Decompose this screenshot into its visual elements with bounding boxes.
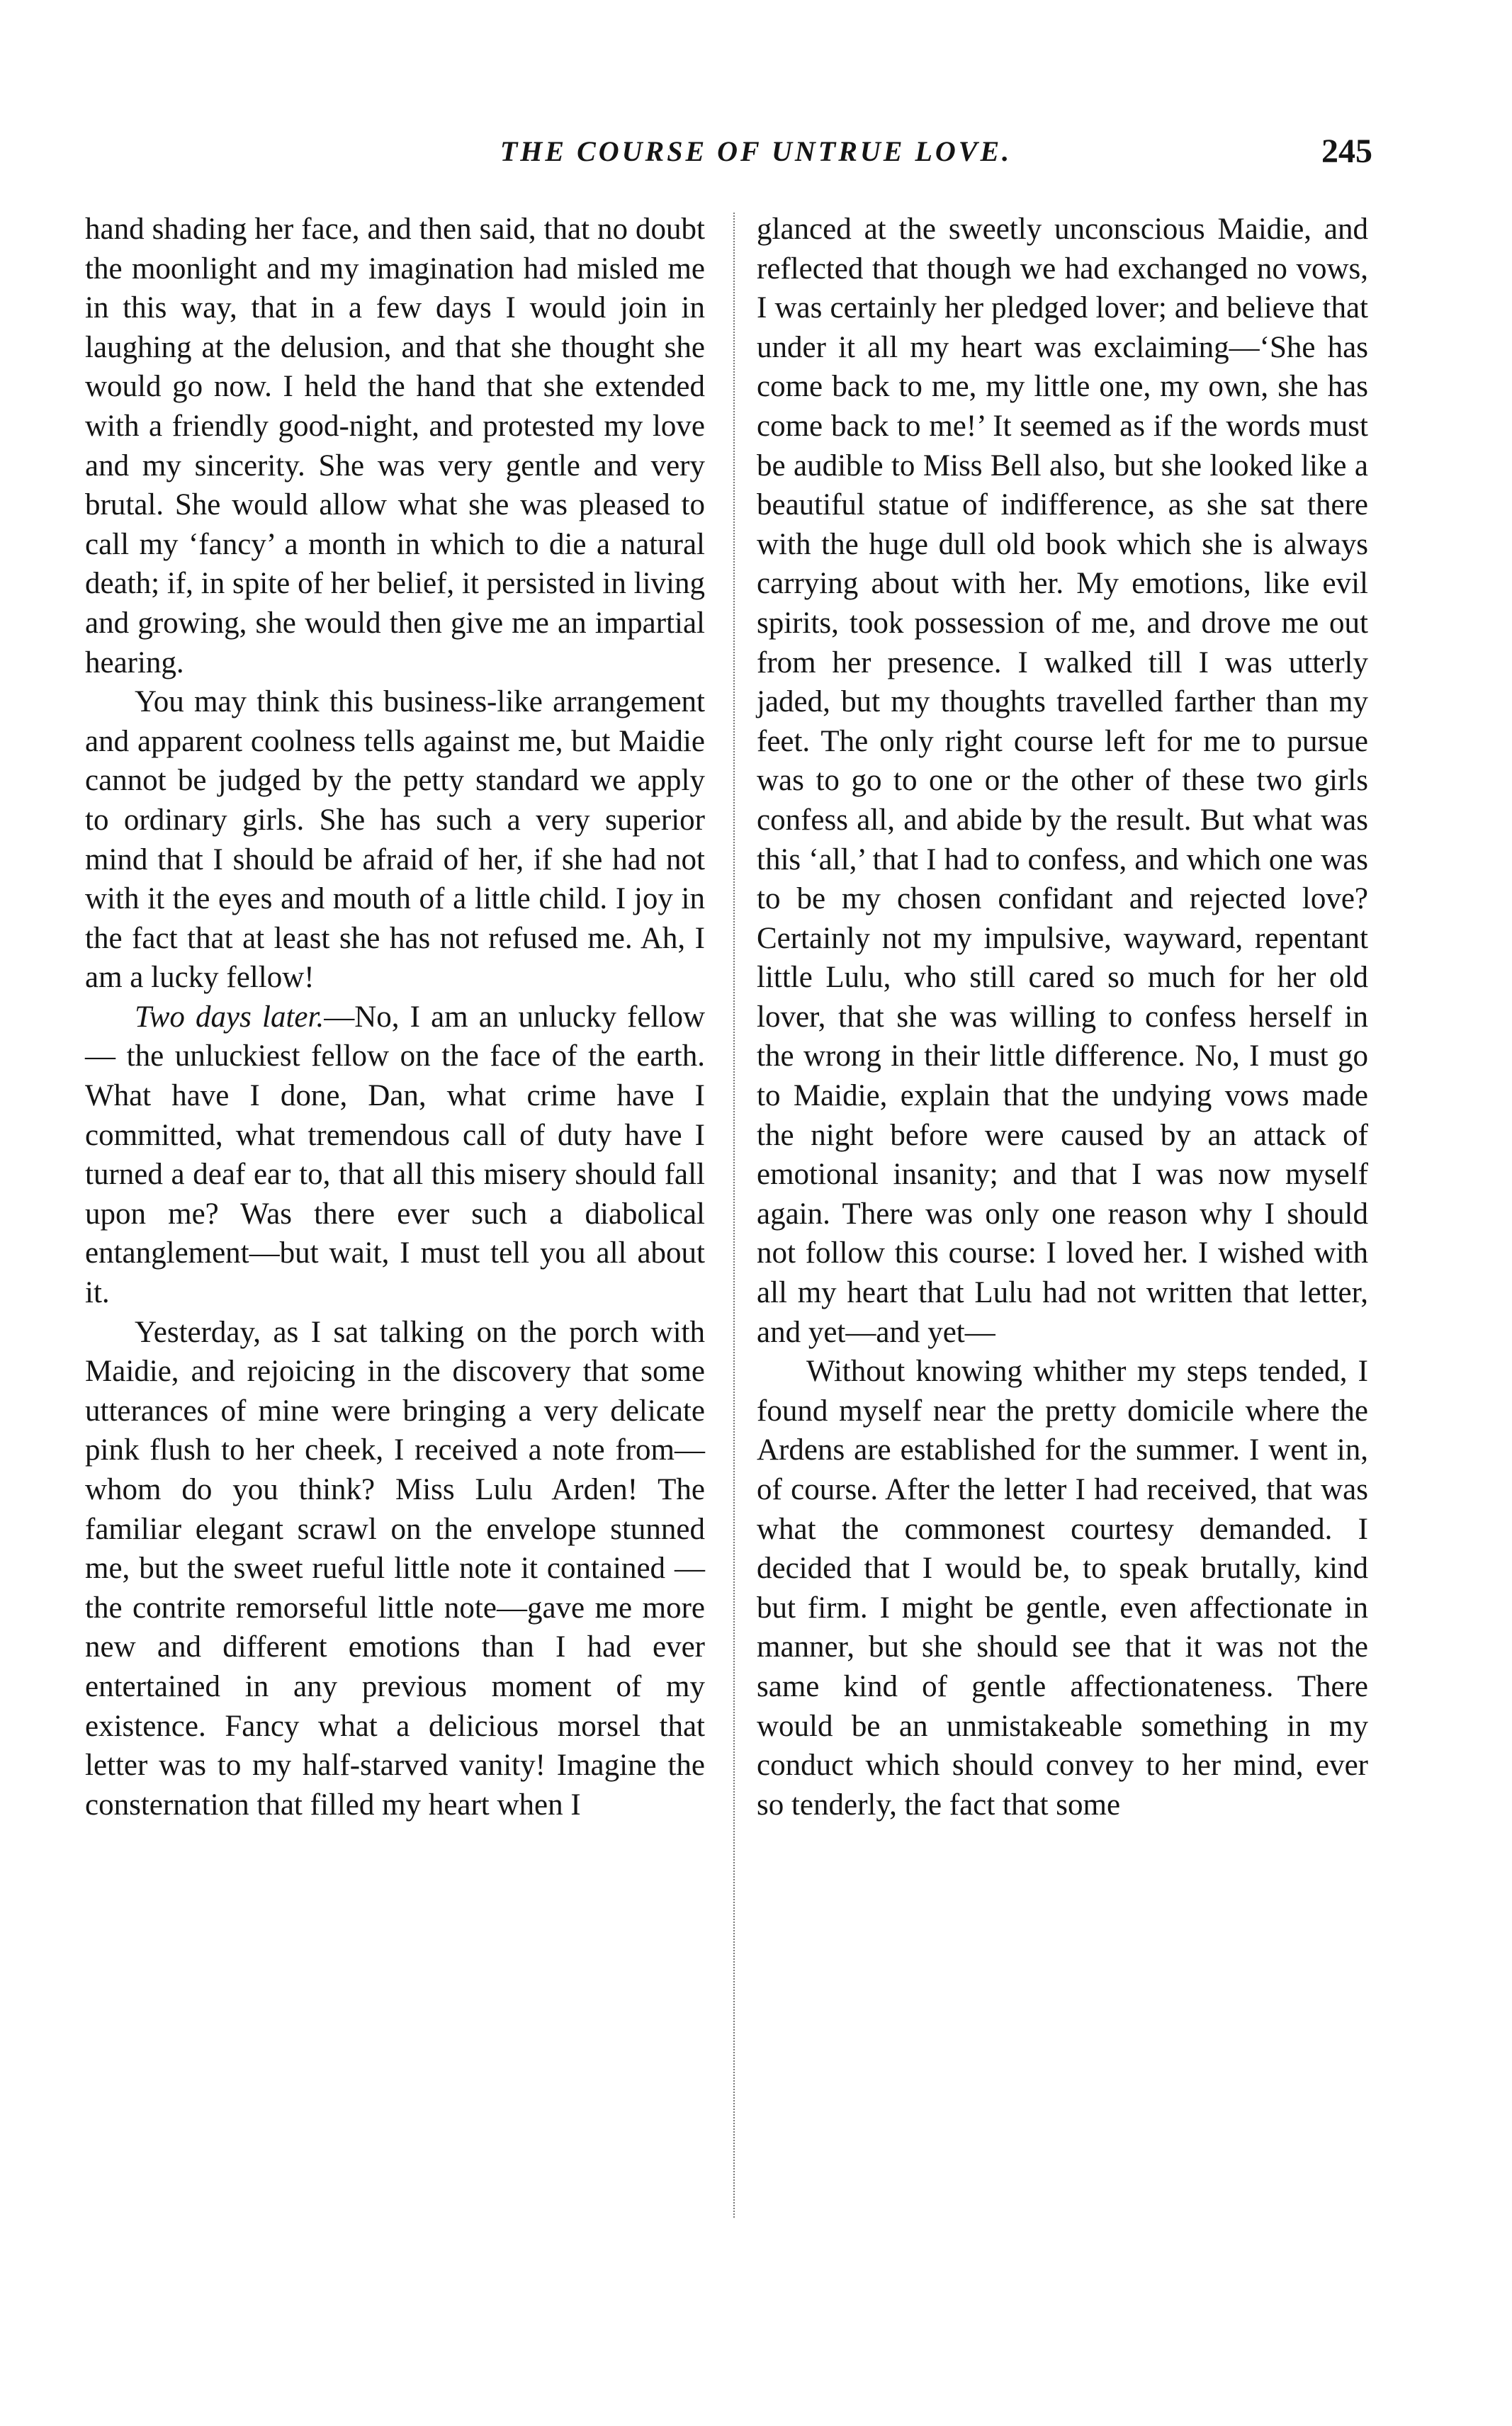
date-lead: Two days later. (135, 1000, 325, 1034)
paragraph: You may think this business-like arrangement and apparent coolness tells against me, but Maidie cannot be judged by the petty standard we apply to ordinary girls. She has such a very superior mind that I should be afraid of her, if she had not with it the eyes and mouth of a little child. I joy in the fact that at least she has not refused me. Ah, I am a lucky fellow! (85, 685, 705, 995)
column-divider (733, 213, 735, 2218)
right-column (757, 210, 1368, 1824)
paragraph: glanced at the sweetly unconscious Maidie, and reflected that though we had exchanged no vows, I was certainly her pledged lover; and believe that under it all my heart was exclaiming—‘She has come back to me, my little one, my own, she has come back to me!’ It seemed as if the words must be audible to Miss Bell also, but she looked like a beautiful statue of indifference, as she sat there with the huge dull old book which she is always carrying about with her. My emotions, like evil spirits, took possession of me, and drove me out from her presence. I walked till I was utterly jaded, but my thoughts travelled farther than my feet. The only right course left for me to pursue was to go to one or the other of these two girls confess all, and abide by the result. But what was this ‘all,’ that I had to confess, and which one was to be my chosen confidant and rejected love? Certainly not my impulsive, wayward, repentant little Lulu, who still cared so much for her old lover, that she was willing to confess herself in the wrong in their little difference. No, I must go to Maidie, explain that the undying vows made the night before were caused by an attack of emotional insanity; and that I was now myself again. There was only one reason why I should not follow this course: I loved her. I wished with all my heart that Lulu had not written that letter, and yet—and yet— (757, 213, 1368, 1349)
paragraph: Yesterday, as I sat talking on the porch with Maidie, and rejoicing in the discovery that some utterances of mine were bringing a very delicate pink flush to her cheek, I received a note from— whom do you think? Miss Lulu Arden! The familiar elegant scrawl on the envelope stunned me, but the sweet rueful little note it contained — the contrite remorseful little note—gave me more new and different emotions than I had ever entertained in any previous moment of my existence. Fancy what a delicious morsel that letter was to my half-starved vanity! Imagine the consternation that filled my heart when I (85, 1315, 705, 1822)
paragraph: Without knowing whither my steps tended, I found myself near the pretty domicile where the Ardens are established for the summer. I went in, of course. After the letter I had received, that was what the commonest courtesy demanded. I decided that I would be, to speak brutally, kind but firm. I might be gentle, even affectionate in manner, but she should see that it was not the same kind of gentle affectionateness. There would be an unmistakeable something in my conduct which should convey to her mind, ever so tenderly, the fact that some (757, 1355, 1368, 1822)
paragraph: hand shading her face, and then said, that no doubt the moonlight and my imagination had misled me in this way, that in a few days I would join in laughing at the delusion, and that she thought she would go now. I held the hand that she extended with a friendly good-night, and protested my love and my sincerity. She was very gentle and very brutal. She would allow what she was pleased to call my ‘fancy’ a month in which to die a natural death; if, in spite of her belief, it persisted in living and growing, she would then give me an impartial hearing. (85, 213, 705, 679)
paragraph-body: —No, I am an unlucky fellow — the unluckiest fellow on the face of the earth. What have I done, Dan, what crime have I committed, what tremendous call of duty have I turned a deaf ear to, that all this misery should fall upon me? Was there ever such a diabolical entanglement—but wait, I must tell you all about it. (85, 1000, 706, 1310)
running-header-title: THE COURSE OF UNTRUE LOVE. (500, 135, 1012, 167)
page-number: 245 (1321, 132, 1372, 170)
left-column (85, 210, 705, 1824)
paragraph (85, 998, 705, 1313)
